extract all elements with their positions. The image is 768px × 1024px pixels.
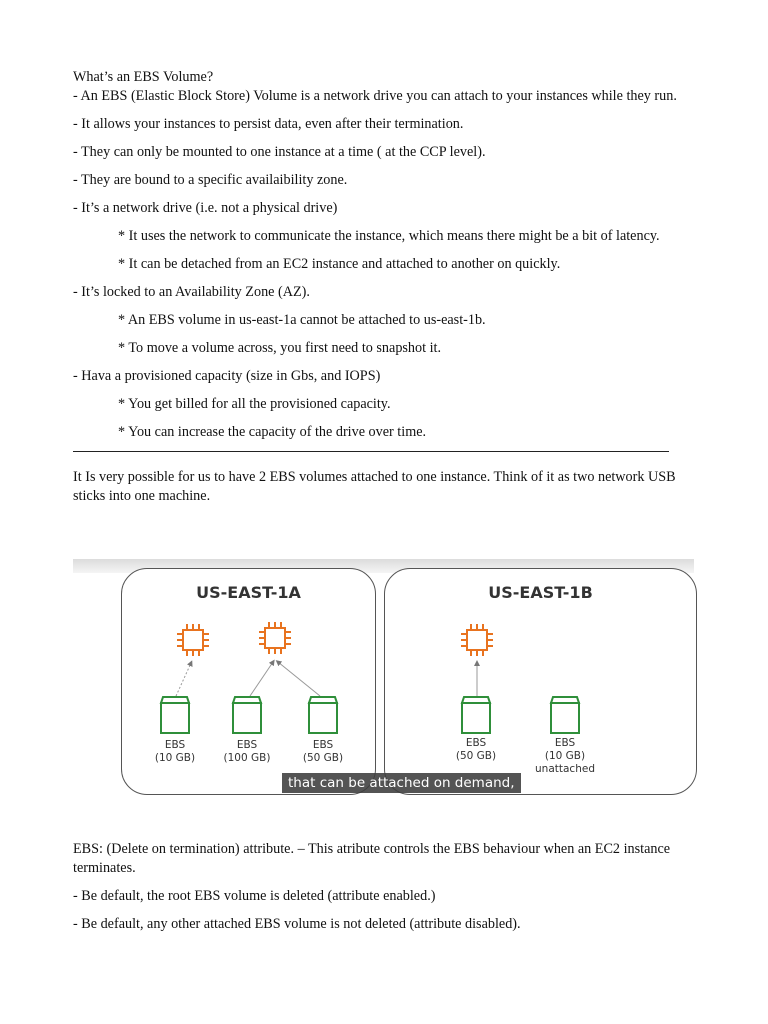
ec2-chip-icon: [257, 620, 293, 656]
vol1-name: EBS: [164, 739, 186, 751]
para-one-instance: - They can only be mounted to one instance at a time ( at the CCP level).: [73, 144, 486, 160]
ebs-volume-icon: [460, 695, 492, 735]
vol4-label: [441, 737, 511, 763]
ebs-volume-icon: [231, 695, 263, 735]
para-us-east: * An EBS volume in us-east-1a cannot be attached to us-east-1b.: [118, 312, 486, 328]
vol2-size: (100 GB): [223, 752, 271, 764]
ec2-chip-icon: [459, 622, 495, 658]
ebs-volume-icon: [159, 695, 191, 735]
link-vol3-chip2: [278, 662, 320, 696]
para-two-volumes: It Is very possible for us to have 2 EBS volumes attached to one instance. Think of it as two network USB sticks into one machine.: [73, 469, 676, 504]
para-az-bound: - They are bound to a specific availaibility zone.: [73, 172, 348, 188]
vol5-name: EBS: [554, 737, 576, 749]
para-root-deleted: - Be default, the root EBS volume is deleted (attribute enabled.): [73, 888, 436, 904]
ebs-volume-icon: [307, 695, 339, 735]
vol4-name: EBS: [465, 737, 487, 749]
para-locked-az: - It’s locked to an Availability Zone (AZ).: [73, 284, 310, 300]
para-ebs-definition: - An EBS (Elastic Block Store) Volume is a network drive you can attach to your instances while they run.: [73, 88, 677, 104]
vol5-label: [530, 737, 600, 776]
para-billed: * You get billed for all the provisioned capacity.: [118, 396, 391, 412]
connections-layer: [73, 559, 694, 804]
vol3-name: EBS: [312, 739, 334, 751]
link-vol1-chip1: [176, 663, 191, 696]
para-detach: * It can be detached from an EC2 instance and attached to another on quickly.: [118, 256, 561, 272]
para-persist: - It allows your instances to persist data, even after their termination.: [73, 116, 464, 132]
para-network-drive: - It’s a network drive (i.e. not a physical drive): [73, 200, 338, 216]
horizontal-rule: [73, 451, 669, 452]
ebs-diagram-figure: [73, 559, 694, 804]
vol1-size: (10 GB): [154, 752, 196, 764]
az1-title: US-EAST-1A: [196, 583, 301, 602]
doc-title: What’s an EBS Volume?: [73, 69, 214, 85]
vol3-size: (50 GB): [302, 752, 344, 764]
video-caption: that can be attached on demand,: [282, 773, 521, 793]
az2-title: US-EAST-1B: [488, 583, 593, 602]
vol5-size: (10 GB): [544, 750, 586, 762]
vol2-name: EBS: [236, 739, 258, 751]
vol1-label: [140, 739, 210, 765]
para-delete-on-termination: EBS: (Delete on termination) attribute. – This atribute controls the EBS behaviour when an EC2 instance terminates.: [73, 841, 671, 876]
ec2-chip-icon: [175, 622, 211, 658]
vol5-status: unattached: [535, 763, 595, 775]
vol3-label: [288, 739, 358, 765]
vol4-size: (50 GB): [455, 750, 497, 762]
para-latency: * It uses the network to communicate the instance, which means there might be a bit of latency.: [118, 228, 660, 244]
para-provisioned: - Hava a provisioned capacity (size in Gbs, and IOPS): [73, 368, 381, 384]
link-vol2-chip2: [250, 662, 273, 696]
document-body-lower: [73, 840, 693, 934]
ebs-volume-icon: [549, 695, 581, 735]
para-increase: * You can increase the capacity of the drive over time.: [118, 424, 427, 440]
para-snapshot: * To move a volume across, you first need to snapshot it.: [118, 340, 442, 356]
vol2-label: [212, 739, 282, 765]
para-other-not-deleted: - Be default, any other attached EBS volume is not deleted (attribute disabled).: [73, 916, 521, 932]
document-body: [73, 68, 693, 506]
